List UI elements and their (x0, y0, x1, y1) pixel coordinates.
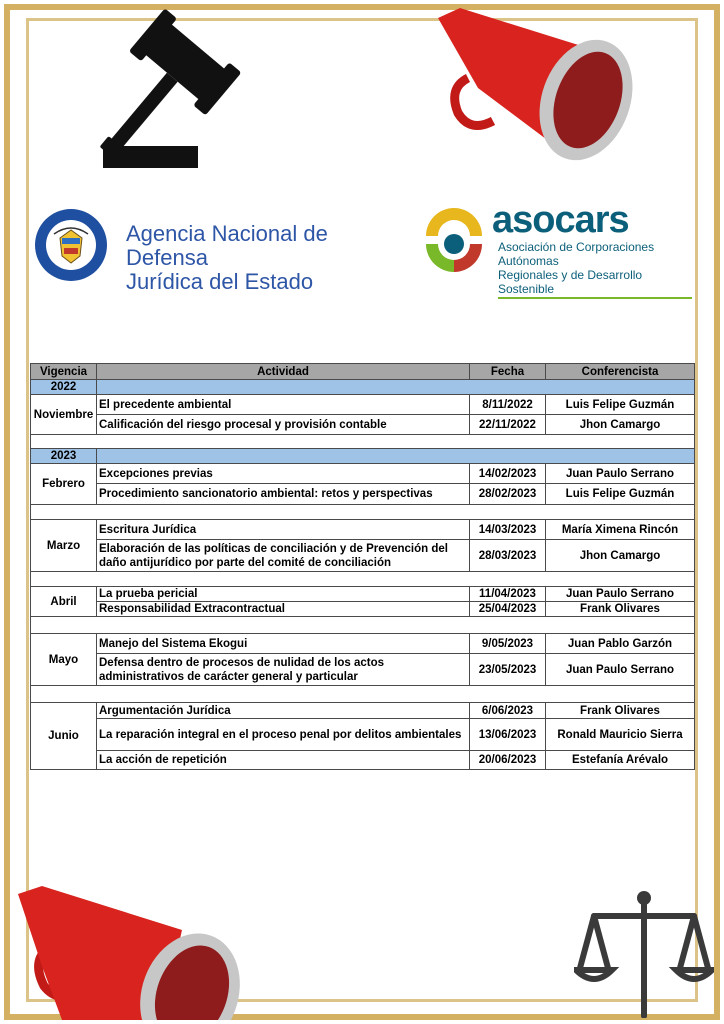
activity-cell: Manejo del Sistema Ekogui (97, 634, 470, 654)
table-row (31, 719, 695, 751)
spacer-row (31, 572, 695, 587)
year-label: 2022 (31, 380, 97, 395)
activity-cell: La acción de repetición (97, 751, 470, 770)
activity-cell: Responsabilidad Extracontractual (97, 602, 470, 617)
activity-cell: Elaboración de las políticas de conciliación y de Prevención del daño antijurídico por parte del comité de conciliación (97, 540, 470, 572)
date-cell: 9/05/2023 (470, 634, 546, 654)
month-label: Noviembre (31, 395, 97, 435)
gavel-icon (98, 8, 288, 173)
schedule-table (30, 363, 695, 770)
megaphone-icon (12, 886, 242, 1020)
asocars-name: asocars (492, 199, 629, 241)
asocars-sub-line2: Regionales y de Desarrollo Sostenible (498, 268, 692, 299)
spacer-row (31, 617, 695, 634)
activity-cell: Procedimiento sancionatorio ambiental: retos y perspectivas (97, 484, 470, 505)
asocars-subtitle (498, 240, 692, 299)
table-row (31, 540, 695, 572)
speaker-cell: Juan Paulo Serrano (546, 587, 695, 602)
year-row (31, 449, 695, 464)
column-header: Vigencia (31, 364, 97, 380)
agency-name (126, 222, 414, 294)
date-cell: 28/02/2023 (470, 484, 546, 505)
speaker-cell: Juan Paulo Serrano (546, 654, 695, 686)
activity-cell: La reparación integral en el proceso penal por delitos ambientales (97, 719, 470, 751)
activity-cell: La prueba pericial (97, 587, 470, 602)
table-row (31, 602, 695, 617)
table-header-row (31, 364, 695, 380)
date-cell: 20/06/2023 (470, 751, 546, 770)
date-cell: 14/03/2023 (470, 520, 546, 540)
table-row (31, 395, 695, 415)
activity-cell: Excepciones previas (97, 464, 470, 484)
scales-icon (574, 888, 714, 1018)
column-header: Fecha (470, 364, 546, 380)
speaker-cell: Estefanía Arévalo (546, 751, 695, 770)
month-label: Marzo (31, 520, 97, 572)
year-label: 2023 (31, 449, 97, 464)
speaker-cell: Luis Felipe Guzmán (546, 395, 695, 415)
date-cell: 14/02/2023 (470, 464, 546, 484)
agency-name-line1: Agencia Nacional de Defensa (126, 221, 328, 270)
spacer-row (31, 505, 695, 520)
year-row (31, 380, 695, 395)
asocars-logo-icon (420, 206, 488, 274)
date-cell: 6/06/2023 (470, 703, 546, 719)
month-label: Mayo (31, 634, 97, 686)
table-row (31, 415, 695, 435)
speaker-cell: Frank Olivares (546, 602, 695, 617)
column-header: Conferencista (546, 364, 695, 380)
megaphone-icon (438, 8, 648, 173)
activity-cell: Escritura Jurídica (97, 520, 470, 540)
table-row (31, 484, 695, 505)
table-row (31, 634, 695, 654)
date-cell: 13/06/2023 (470, 719, 546, 751)
month-label: Junio (31, 703, 97, 770)
speaker-cell: Jhon Camargo (546, 415, 695, 435)
table-row (31, 520, 695, 540)
date-cell: 8/11/2022 (470, 395, 546, 415)
table-row (31, 654, 695, 686)
speaker-cell: Juan Pablo Garzón (546, 634, 695, 654)
month-label: Febrero (31, 464, 97, 505)
agency-name-line2: Jurídica del Estado (126, 269, 314, 294)
month-label: Abril (31, 587, 97, 617)
colombia-seal-icon (34, 208, 108, 282)
table-row (31, 464, 695, 484)
asocars-sub-line1: Asociación de Corporaciones Autónomas (498, 240, 655, 268)
speaker-cell: Juan Paulo Serrano (546, 464, 695, 484)
table-row (31, 751, 695, 770)
activity-cell: Argumentación Jurídica (97, 703, 470, 719)
speaker-cell: María Ximena Rincón (546, 520, 695, 540)
activity-cell: Calificación del riesgo procesal y provisión contable (97, 415, 470, 435)
spacer-row (31, 435, 695, 449)
speaker-cell: Ronald Mauricio Sierra (546, 719, 695, 751)
date-cell: 28/03/2023 (470, 540, 546, 572)
activity-cell: Defensa dentro de procesos de nulidad de los actos administrativos de carácter general y particular (97, 654, 470, 686)
date-cell: 23/05/2023 (470, 654, 546, 686)
spacer-row (31, 686, 695, 703)
table-row (31, 587, 695, 602)
speaker-cell: Luis Felipe Guzmán (546, 484, 695, 505)
speaker-cell: Jhon Camargo (546, 540, 695, 572)
date-cell: 25/04/2023 (470, 602, 546, 617)
speaker-cell: Frank Olivares (546, 703, 695, 719)
logo-band (32, 198, 692, 296)
table-row (31, 703, 695, 719)
date-cell: 11/04/2023 (470, 587, 546, 602)
column-header: Actividad (97, 364, 470, 380)
asocars-logo (420, 198, 692, 296)
date-cell: 22/11/2022 (470, 415, 546, 435)
agency-logo (34, 208, 414, 294)
activity-cell: El precedente ambiental (97, 395, 470, 415)
